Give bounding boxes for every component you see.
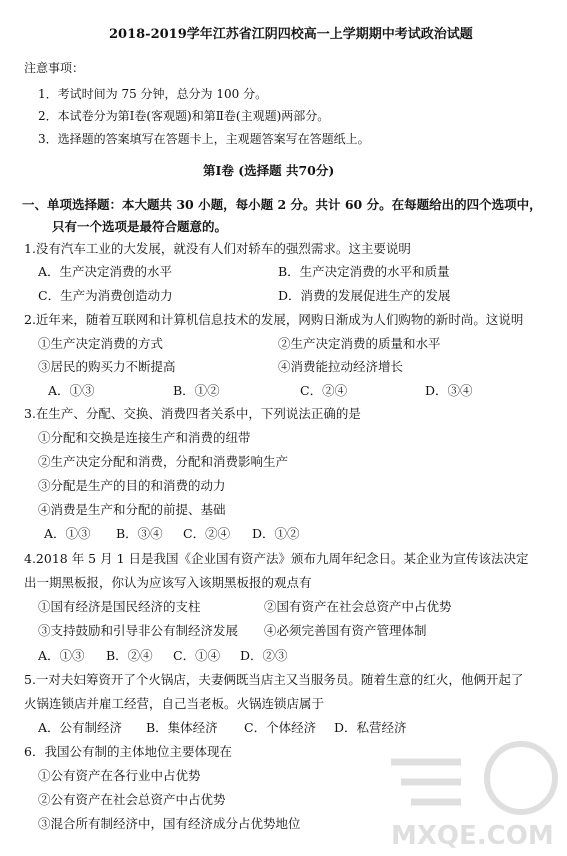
question-stem: 2.近年来，随着互联网和计算机信息技术的发展，网购日渐成为人们购物的新时尚。这说明 bbox=[24, 312, 524, 327]
statement-item: ③支持鼓励和引导非公有制经济发展 bbox=[38, 623, 239, 638]
statement-item: ④消费能拉动经济增长 bbox=[278, 359, 404, 374]
answer-option: C．②④ bbox=[300, 383, 348, 398]
answer-option: A．①③ bbox=[48, 383, 95, 398]
statement-item: ①生产决定消费的方式 bbox=[38, 336, 164, 351]
question-stem: 火锅连锁店并雇工经营，自己当老板。火锅连锁店属于 bbox=[24, 696, 325, 711]
answer-option: B．集体经济 bbox=[146, 720, 218, 735]
answer-option: D．私营经济 bbox=[334, 720, 407, 735]
answer-option: A．①③ bbox=[44, 526, 91, 541]
question-stem: 4.2018 年 5 月 1 日是我国《企业国有资产法》颁布九周年纪念日。某企业为宣传该法决定 bbox=[24, 551, 529, 566]
statement-item: ②生产决定分配和消费，分配和消费影响生产 bbox=[38, 454, 289, 469]
answer-option: D．③④ bbox=[425, 383, 473, 398]
question-stem: 出一期黑板报，你认为应该写入该期黑板报的观点有 bbox=[24, 575, 312, 590]
section-title: 第Ⅰ卷 (选择题 共70分) bbox=[203, 163, 335, 178]
statement-item: ②公有资产在社会总资产中占优势 bbox=[38, 792, 226, 807]
statement-item: ②国有资产在社会总资产中占优势 bbox=[264, 599, 452, 614]
note-item: 2．本试卷分为第Ⅰ卷(客观题)和第Ⅱ卷(主观题)两部分。 bbox=[38, 109, 330, 123]
question-stem: 6．我国公有制的主体地位主要体现在 bbox=[24, 744, 232, 759]
answer-option: C．②④ bbox=[183, 526, 231, 541]
answer-option: B．③④ bbox=[116, 526, 163, 541]
notes-heading: 注意事项： bbox=[24, 61, 85, 75]
answer-option: B．生产决定消费的水平和质量 bbox=[278, 264, 450, 279]
answer-option: B．②④ bbox=[106, 648, 153, 663]
note-item: 3．选择题的答案填写在答题卡上，主观题答案写在答题纸上。 bbox=[38, 132, 370, 146]
answer-option: C．个体经济 bbox=[244, 720, 317, 735]
answer-option: D．①② bbox=[252, 526, 300, 541]
answer-option: D．②③ bbox=[240, 648, 288, 663]
answer-option: A．①③ bbox=[38, 648, 85, 663]
exam-title: 2018-2019学年江苏省江阴四校高一上学期期中考试政治试题 bbox=[109, 27, 473, 42]
statement-item: ④必须完善国有资产管理体制 bbox=[264, 623, 427, 638]
answer-option: A．生产决定消费的水平 bbox=[38, 264, 173, 279]
statement-item: ①分配和交换是连接生产和消费的纽带 bbox=[38, 430, 251, 445]
statement-item: ②生产决定消费的质量和水平 bbox=[278, 336, 441, 351]
statement-item: ④消费是生产和分配的前提、基础 bbox=[38, 502, 226, 517]
answer-option: C．①④ bbox=[173, 648, 221, 663]
watermark-text: MXQE.COM bbox=[391, 821, 554, 851]
statement-item: ①国有经济是国民经济的支柱 bbox=[38, 599, 201, 614]
question-stem: 5.一对夫妇筹资开了个火锅店，夫妻俩既当店主又当服务员。随着生意的红火，他俩开起了 bbox=[24, 672, 524, 687]
answer-option: B．①② bbox=[173, 383, 220, 398]
note-item: 1．考试时间为 75 分钟，总分为 100 分。 bbox=[38, 87, 268, 101]
answer-option: D．消费的发展促进生产的发展 bbox=[278, 288, 451, 303]
section-instructions: 一、单项选择题：本大题共 30 小题，每小题 2 分。共计 60 分。在每题给出的四个选项中， bbox=[22, 197, 542, 212]
answer-option: C．生产为消费创造动力 bbox=[38, 288, 173, 303]
question-stem: 1.没有汽车工业的大发展，就没有人们对轿车的强烈需求。这主要说明 bbox=[24, 241, 411, 256]
question-stem: 3.在生产、分配、交换、消费四者关系中，下列说法正确的是 bbox=[24, 406, 361, 421]
statement-item: ③混合所有制经济中，国有经济成分占优势地位 bbox=[38, 816, 301, 831]
watermark-logo bbox=[371, 732, 561, 852]
statement-item: ①公有资产在各行业中占优势 bbox=[38, 768, 201, 783]
section-instructions: 只有一个选项是最符合题意的。 bbox=[52, 219, 228, 234]
answer-option: A．公有制经济 bbox=[38, 720, 123, 735]
statement-item: ③居民的购买力不断提高 bbox=[38, 359, 176, 374]
statement-item: ③分配是生产的目的和消费的动力 bbox=[38, 478, 226, 493]
